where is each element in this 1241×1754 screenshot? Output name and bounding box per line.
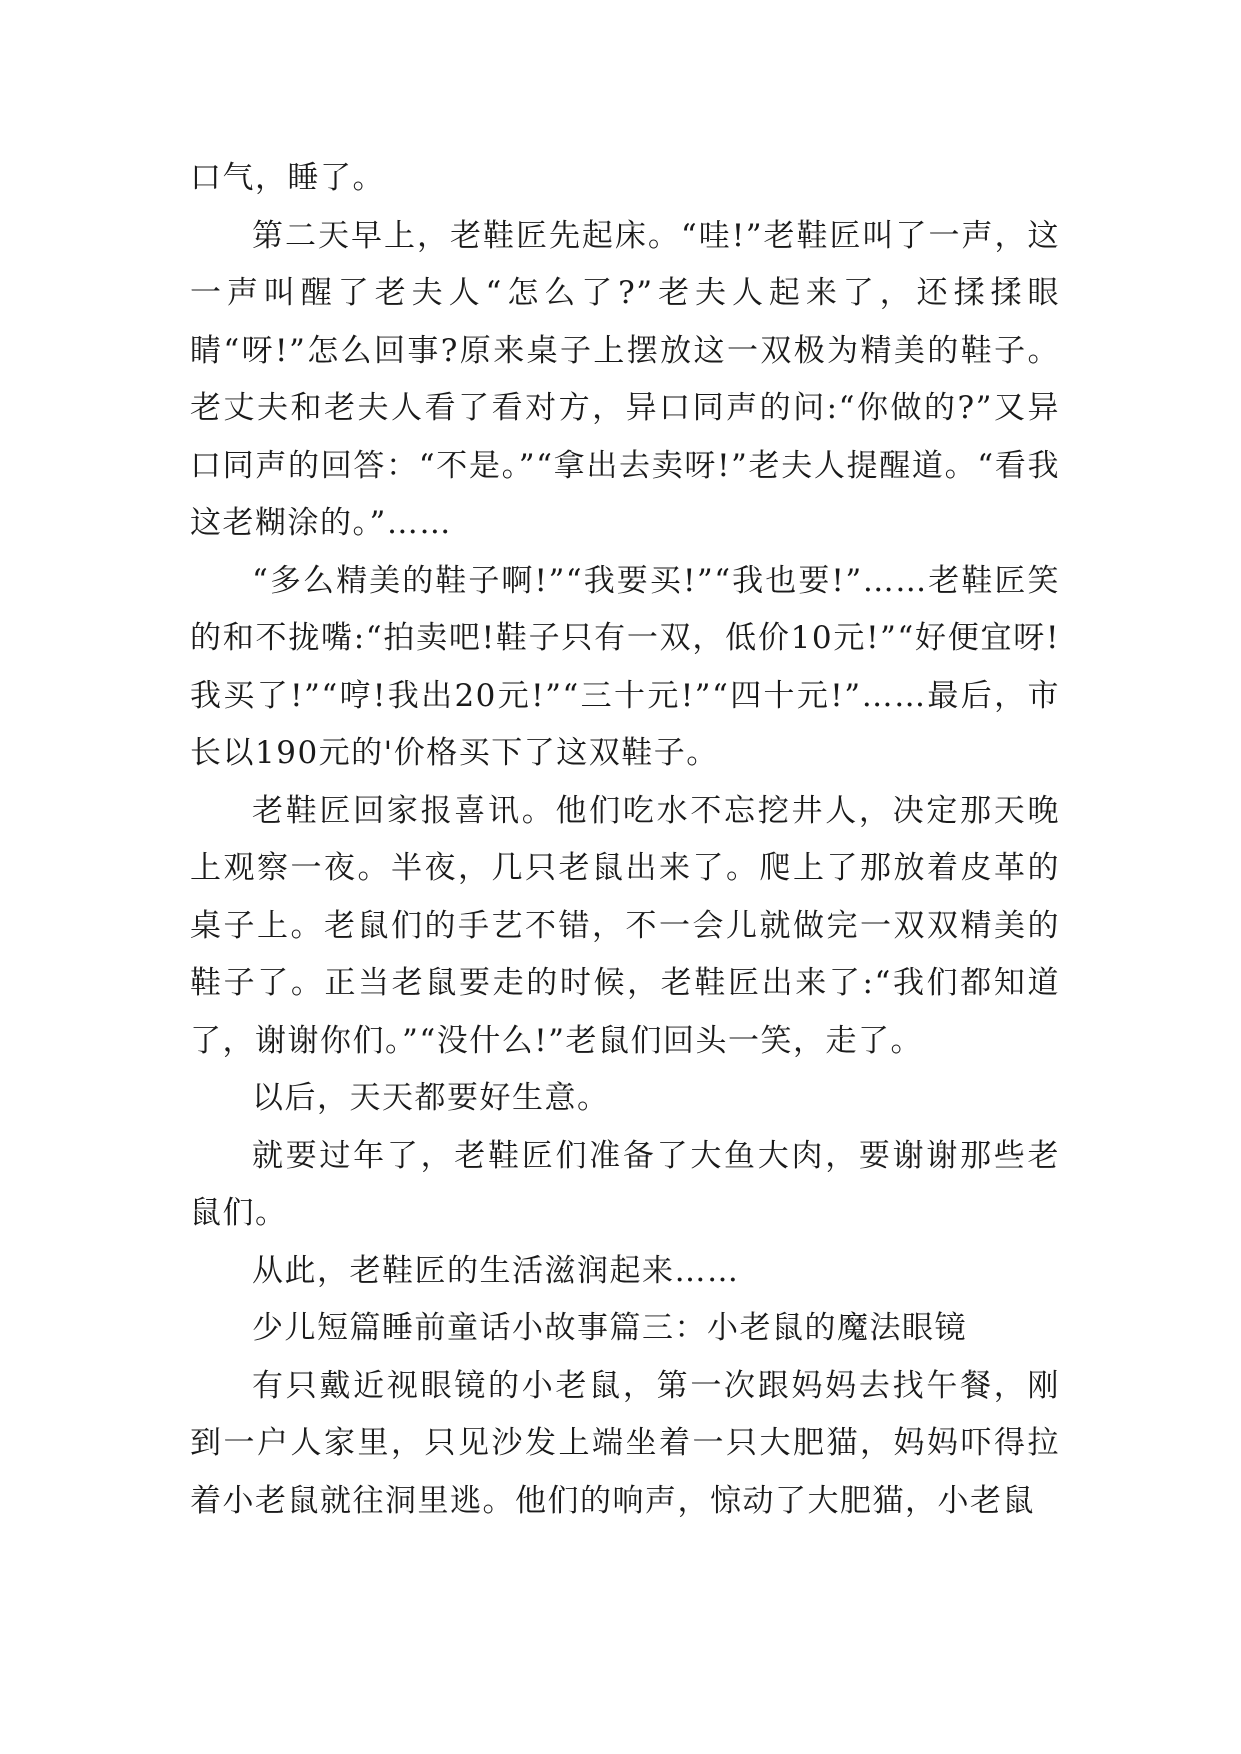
paragraph: 口气，睡了。 — [190, 160, 385, 196]
paragraph: 从此，老鞋匠的生活滋润起来…… — [252, 1252, 740, 1289]
document-body — [190, 150, 1060, 1530]
paragraph: “多么精美的鞋子啊!”“我要买!”“我也要!”……老鞋匠笑的和不拢嘴:“拍卖吧!鞋子只有一双，低价10元!”“好便宜呀!我买了!”“哼!我出20元!”“三十元!”“四十元!”……最后，市长以190元的'价格买下了这双鞋子。 — [190, 562, 1060, 771]
paragraph: 有只戴近视眼镜的小老鼠，第一次跟妈妈去找午餐，刚到一户人家里，只见沙发上端坐着一只大肥猫，妈妈吓得拉着小老鼠就往洞里逃。他们的响声，惊动了大肥猫，小老鼠 — [190, 1367, 1060, 1519]
paragraph: 以后，天天都要好生意。 — [252, 1080, 610, 1116]
paragraph: 第二天早上，老鞋匠先起床。“哇!”老鞋匠叫了一声，这一声叫醒了老夫人“怎么了?”老夫人起来了，还揉揉眼睛“呀!”怎么回事?原来桌子上摆放这一双极为精美的鞋子。老丈夫和老夫人看了看对方，异口同声的问:“你做的?”又异口同声的回答：“不是。”“拿出去卖呀!”老夫人提醒道。“看我这老糊涂的。”…… — [190, 217, 1060, 541]
paragraph: 老鞋匠回家报喜讯。他们吃水不忘挖井人，决定那天晚上观察一夜。半夜，几只老鼠出来了。爬上了那放着皮革的桌子上。老鼠们的手艺不错，不一会儿就做完一双双精美的鞋子了。正当老鼠要走的时候，老鞋匠出来了:“我们都知道了，谢谢你们。”“没什么!”老鼠们回头一笑，走了。 — [190, 792, 1060, 1059]
section-heading: 少儿短篇睡前童话小故事篇三：小老鼠的魔法眼镜 — [252, 1310, 967, 1346]
paragraph: 就要过年了，老鞋匠们准备了大鱼大肉，要谢谢那些老鼠们。 — [190, 1137, 1060, 1231]
